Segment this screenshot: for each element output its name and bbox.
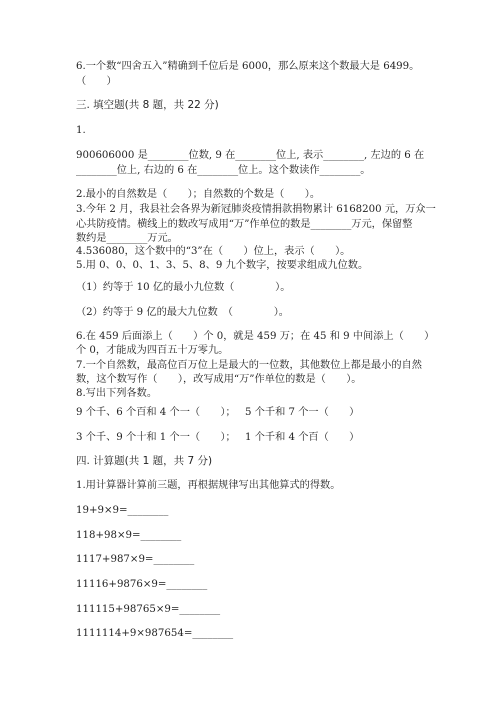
calc-q1-intro: 1.用计算器计算前三题，再根据规律写出其他算式的得数。	[76, 480, 341, 491]
fill-q2: 2.最小的自然数是（ ）；自然数的个数是（ ）。	[76, 189, 321, 200]
fill-q8-item4: 1 个千和 4 个百（ ）	[245, 432, 360, 443]
fill-q5: 5.用 0、0、0、1、3、5、8、9 九个数字，按要求组成九位数。	[76, 260, 369, 271]
fill-q4: 4.536080，这个数中的“3”在（ ）位上，表示（ ）。	[76, 246, 351, 257]
fill-q3-line3: 数约是________万元。	[76, 233, 178, 244]
fill-q8-item2: 5 个千和 7 个一（ ）	[245, 407, 360, 418]
fill-q5-part1: （1）约等于 10 亿的最小九位数（ ）。	[76, 282, 291, 293]
section-4-heading: 四. 计算题(共 1 题，共 7 分)	[76, 455, 213, 467]
fill-q8-item1: 9 个千、6 个百和 4 个一（ ）；	[76, 407, 236, 418]
fill-q1-line1: 900606000 是________位数, 9 在________位上, 表示________, 左边的 6 在	[76, 150, 425, 161]
fill-q7-line1: 7.一个自然数，最高位百万位上是最大的一位数，其他数位上都是最小的自然	[76, 360, 422, 371]
fill-q6-line2: 个 0，才能成为四百五十万零九。	[76, 345, 229, 356]
fill-q1-number: 1.	[76, 125, 86, 136]
calc-equation-6: 1111114+9×987654=________	[76, 628, 234, 639]
fill-q8-item3: 3 个千、9 个十和 1 个一（ ）；	[76, 432, 236, 443]
fill-q3-line2: 心共防疫情。横线上的数改写成用“万”作单位的数是________万元，保留整	[76, 219, 413, 230]
fill-q6-line1: 6.在 459 后面添上（ ）个 0，就是 459 万；在 45 和 9 中间添上（ ）	[76, 331, 435, 342]
prev-question-6-line1: 6.一个数“四舍五入”精确到千位后是 6000，那么原来这个数最大是 6499。	[76, 61, 420, 72]
calc-equation-1: 19+9×9=________	[76, 505, 169, 516]
fill-q8: 8.写出下列各数。	[76, 388, 158, 399]
calc-equation-5: 111115+98765×9=________	[76, 604, 221, 615]
fill-q7-line2: 数，这个数写作（ ），改写成用“万”作单位的数是（ ）。	[76, 374, 362, 385]
calc-equation-3: 1117+987×9=________	[76, 554, 195, 565]
fill-q5-part2: （2）约等于 9 亿的最大九位数 （ ）。	[76, 307, 289, 318]
calc-equation-4: 11116+9876×9=________	[76, 579, 208, 590]
calc-equation-2: 118+98×9=________	[76, 530, 182, 541]
prev-question-6-answer-blank: （ ）	[76, 76, 117, 87]
section-3-heading: 三. 填空题(共 8 题，共 22 分)	[76, 99, 219, 111]
fill-q1-line2: ________位上, 右边的 6 在________位上。这个数读作________。	[76, 165, 371, 176]
fill-q3-line1: 3.今年 2 月，我县社会各界为新冠肺炎疫情捐款捐物累计 6168200 元，万众一	[76, 204, 436, 215]
